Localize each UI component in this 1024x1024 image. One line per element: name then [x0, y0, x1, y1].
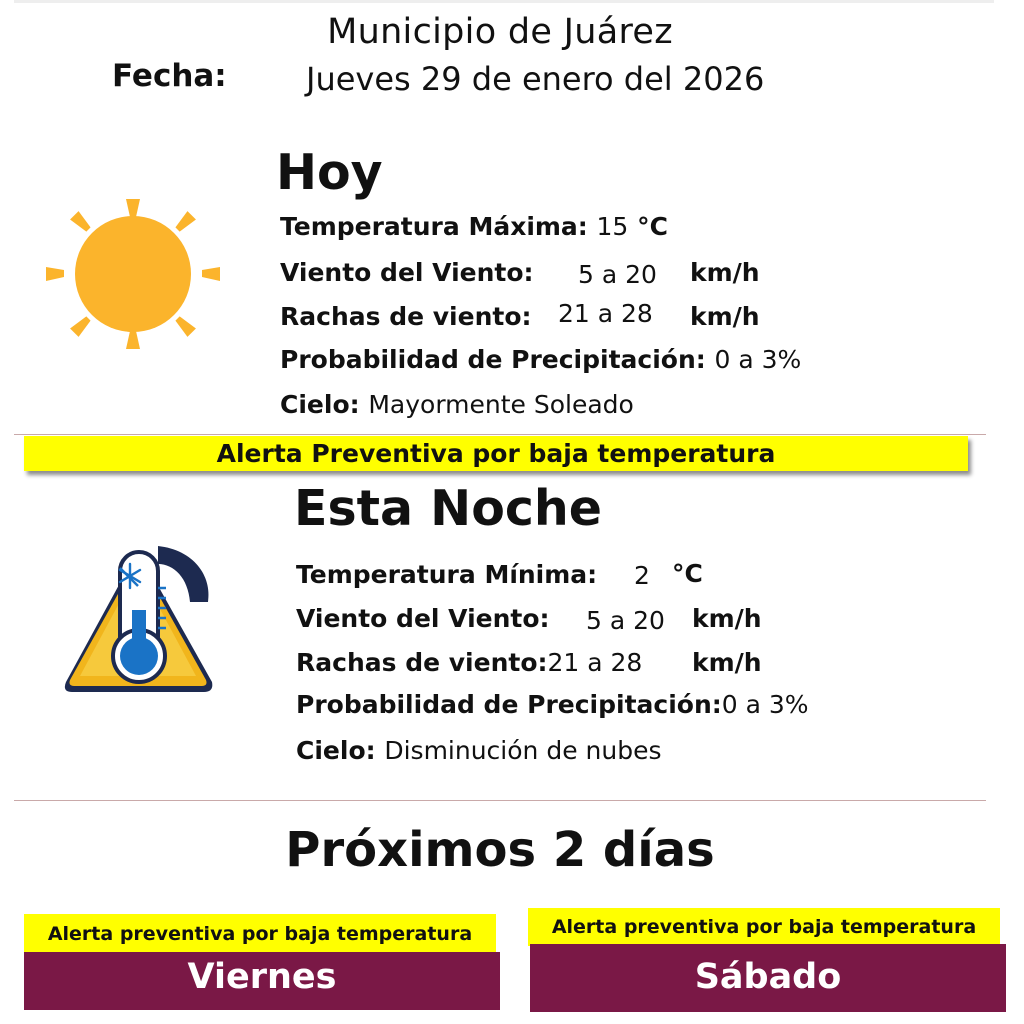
- noche-gust-label: Rachas de viento:: [296, 648, 548, 677]
- cold-thermometer-warning-icon: [62, 544, 214, 700]
- day-card-viernes[interactable]: Viernes: [24, 952, 500, 1010]
- alert-banner: Alerta Preventiva por baja temperatura: [24, 436, 968, 471]
- noche-sky-row: [296, 736, 662, 765]
- noche-gust-row: [296, 648, 642, 677]
- hoy-sky-label: Cielo:: [280, 390, 360, 419]
- hoy-wind-label: Viento del Viento:: [280, 258, 534, 287]
- fecha-value: Jueves 29 de enero del 2026: [306, 60, 765, 98]
- divider: [14, 434, 986, 435]
- noche-wind-label: Viento del Viento:: [296, 604, 550, 633]
- hoy-sky-row: [280, 390, 634, 419]
- proximos-title: Próximos 2 días: [285, 822, 715, 878]
- divider: [14, 800, 986, 801]
- noche-temp-unit: °C: [672, 559, 703, 588]
- hoy-title: Hoy: [276, 144, 383, 201]
- hoy-temp-value: 15: [596, 212, 629, 241]
- hoy-temp-row: [280, 212, 668, 241]
- noche-sky-value: Disminución de nubes: [384, 736, 662, 765]
- hoy-temp-label: Temperatura Máxima:: [280, 212, 588, 241]
- hoy-wind-value: 5 a 20: [578, 260, 657, 289]
- noche-gust-unit: km/h: [692, 648, 762, 677]
- hoy-temp-unit: °C: [637, 212, 668, 241]
- hoy-precip-value: 0 a 3%: [714, 345, 802, 374]
- hoy-precip-label: Probabilidad de Precipitación:: [280, 345, 706, 374]
- day-card-sabado[interactable]: Sábado: [530, 944, 1006, 1012]
- noche-sky-label: Cielo:: [296, 736, 376, 765]
- sun-icon: [42, 183, 224, 367]
- noche-precip-label: Probabilidad de Precipitación:: [296, 690, 722, 719]
- top-rule: [14, 0, 994, 3]
- noche-gust-value: 21 a 28: [547, 648, 643, 677]
- noche-precip-row: [296, 690, 809, 719]
- noche-wind-value: 5 a 20: [586, 606, 665, 635]
- fecha-label: Fecha:: [112, 58, 227, 94]
- noche-temp-value: 2: [634, 561, 650, 590]
- hoy-wind-unit: km/h: [690, 258, 760, 287]
- hoy-gust-unit: km/h: [690, 302, 760, 331]
- noche-precip-value: 0 a 3%: [721, 690, 809, 719]
- hoy-gust-value: 21 a 28: [558, 299, 653, 328]
- noche-wind-unit: km/h: [692, 604, 762, 633]
- hoy-sky-value: Mayormente Soleado: [368, 390, 634, 419]
- day-alert-badge: Alerta preventiva por baja temperatura: [528, 908, 1000, 946]
- day-alert-badge: Alerta preventiva por baja temperatura: [24, 914, 496, 952]
- noche-title: Esta Noche: [294, 480, 603, 537]
- municipio-title: Municipio de Juárez: [327, 12, 673, 52]
- noche-temp-label: Temperatura Mínima:: [296, 560, 598, 589]
- hoy-gust-label: Rachas de viento:: [280, 302, 532, 331]
- hoy-precip-row: [280, 345, 801, 374]
